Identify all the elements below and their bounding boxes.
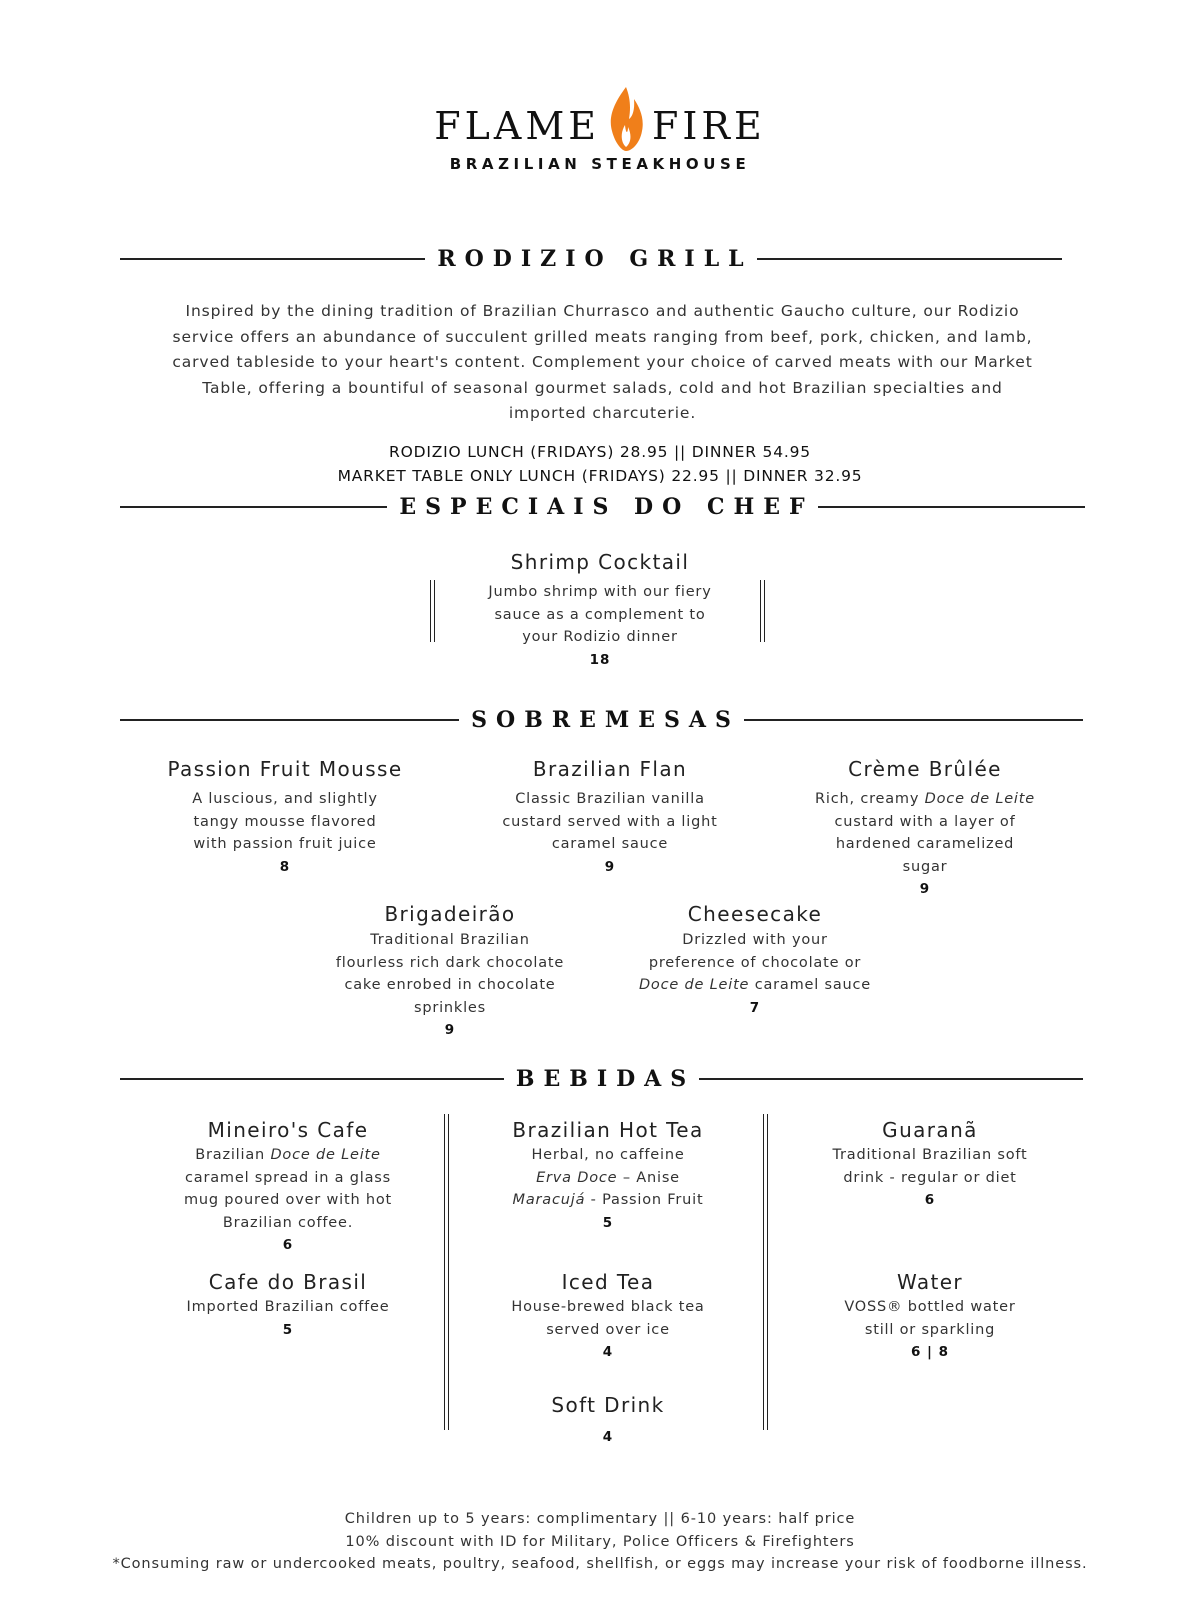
divider (430, 580, 435, 642)
desc-text: Brazilian (195, 1147, 271, 1163)
rodizio-intro (120, 299, 1085, 427)
desc-line: served over ice (546, 1321, 670, 1338)
desc-line: flourless rich dark chocolate (335, 954, 565, 971)
desc-line: Imported Brazilian coffee (186, 1299, 390, 1315)
desc-italic: Doce de Leite (270, 1147, 381, 1163)
menu-item-cafe-do-brasil (138, 1269, 438, 1341)
item-desc (780, 1296, 1080, 1341)
section-rule (699, 1078, 1083, 1080)
item-price: 5 (282, 1321, 294, 1338)
desc-line: caramel spread in a glass (185, 1169, 391, 1186)
brand-logo (0, 75, 1200, 173)
item-price: 5 (602, 1214, 614, 1231)
desc-line: custard served with a light (502, 813, 718, 830)
item-price: 9 (919, 881, 931, 897)
item-price: 6 (282, 1237, 294, 1253)
item-name: Brigadeirão (384, 902, 516, 926)
price-line: RODIZIO LUNCH (FRIDAYS) 28.95 || DINNER 54.95 (389, 443, 811, 461)
menu-item-iced-tea (458, 1269, 758, 1363)
item-name: Brazilian Flan (532, 757, 688, 781)
divider (760, 580, 765, 642)
desc-text: caramel sauce (749, 977, 872, 993)
item-name: Water (896, 1270, 964, 1294)
desc-line (458, 1189, 758, 1212)
item-price: 4 (602, 1344, 614, 1360)
section-rule (120, 506, 387, 508)
item-desc (300, 929, 600, 1019)
item-name: Crème Brûlée (848, 757, 1002, 781)
desc-line: preference of chocolate or (648, 954, 862, 971)
section-title: RODIZIO GRILL (437, 246, 753, 272)
intro-line: Inspired by the dining tradition of Brazilian Churrasco and authentic Gaucho culture, our Rodizio (185, 302, 1020, 320)
desc-line: Traditional Brazilian (370, 932, 530, 948)
item-desc (605, 929, 905, 997)
desc-line: VOSS® bottled water (844, 1299, 1016, 1315)
desc-line: sugar (902, 858, 948, 875)
item-price: 8 (279, 858, 291, 875)
desc-line: hardened caramelized (835, 836, 1015, 852)
brand-tagline: BRAZILIAN STEAKHOUSE (449, 155, 751, 173)
flame-icon (604, 85, 648, 155)
desc-italic: Maracujá (512, 1192, 586, 1208)
menu-item-soft-drink (458, 1392, 758, 1448)
item-price: 6 (924, 1192, 936, 1208)
desc-line: Herbal, no caffeine (531, 1147, 685, 1163)
menu-item-guarana (780, 1117, 1080, 1211)
item-desc (775, 788, 1075, 878)
item-desc (460, 788, 760, 856)
desc-italic: Doce de Leite (924, 791, 1035, 807)
intro-line: Table, offering a bountiful of seasonal gourmet salads, cold and hot Brazilian specialties and (202, 378, 1003, 397)
divider (444, 1114, 449, 1430)
desc-line: Classic Brazilian vanilla (515, 791, 705, 807)
item-price: 9 (444, 1022, 456, 1038)
section-header-sobremesas (120, 707, 1083, 733)
item-name: Guaranã (882, 1118, 978, 1142)
desc-line: A luscious, and slightly (192, 791, 378, 807)
item-desc (138, 1296, 438, 1319)
item-price: 9 (604, 858, 616, 875)
desc-line: caramel sauce (551, 836, 669, 852)
desc-italic: Erva Doce (536, 1169, 618, 1186)
item-price: 18 (589, 651, 611, 668)
section-title: BEBIDAS (515, 1066, 696, 1092)
section-rule (818, 506, 1085, 508)
menu-item-shrimp-cocktail (450, 549, 750, 671)
footer-line: 10% discount with ID for Military, Police Officers & Firefighters (345, 1533, 855, 1550)
desc-line: House-brewed black tea (511, 1299, 705, 1315)
item-name: Cheesecake (687, 902, 823, 926)
desc-line: custard with a layer of (834, 813, 1016, 830)
footer-line: Children up to 5 years: complimentary || 6-10 years: half price (344, 1511, 856, 1527)
item-desc (780, 1144, 1080, 1189)
item-name: Shrimp Cocktail (510, 550, 690, 574)
menu-item-creme-brulee (775, 756, 1075, 900)
rodizio-prices (0, 440, 1200, 488)
item-desc (450, 581, 750, 649)
desc-text: - Passion Fruit (585, 1192, 704, 1208)
section-rule (120, 258, 425, 260)
brand-name-left: FLAME (434, 104, 600, 148)
item-name: Mineiro's Cafe (207, 1118, 369, 1142)
desc-line: mug poured over with hot (183, 1192, 393, 1208)
desc-line (138, 1144, 438, 1167)
desc-line: cake enrobed in chocolate (344, 977, 556, 993)
footer-line: *Consuming raw or undercooked meats, poultry, seafood, shellfish, or eggs may increase your risk of foodborne illness. (112, 1556, 1088, 1572)
desc-line: Drizzled with your (682, 932, 828, 948)
item-name: Cafe do Brasil (208, 1270, 368, 1294)
desc-line: sauce as a complement to (494, 606, 706, 623)
item-price: 7 (749, 999, 761, 1016)
section-title: SOBREMESAS (471, 707, 740, 733)
desc-text: Rich, creamy (815, 791, 925, 807)
desc-line: Jumbo shrimp with our fiery (488, 584, 712, 600)
desc-text: – Anise (617, 1169, 680, 1186)
menu-item-brazilian-hot-tea (458, 1117, 758, 1234)
item-price: 4 (602, 1429, 614, 1445)
intro-line: imported charcuterie. (508, 404, 697, 422)
desc-line (605, 974, 905, 997)
menu-footer (0, 1508, 1200, 1576)
menu-item-water (780, 1269, 1080, 1363)
menu-item-brigadeirao (300, 901, 600, 1041)
section-header-bebidas (120, 1066, 1083, 1092)
section-rule (120, 1078, 504, 1080)
desc-italic: Doce de Leite (638, 977, 750, 993)
intro-line: service offers an abundance of succulent grilled meats ranging from beef, pork, chicken, and lamb, (172, 327, 1033, 346)
desc-line: tangy mousse flavored (193, 813, 377, 830)
price-line: MARKET TABLE ONLY LUNCH (FRIDAYS) 22.95 || DINNER 32.95 (337, 467, 863, 485)
section-rule (744, 719, 1083, 721)
item-name: Soft Drink (551, 1393, 665, 1417)
desc-line (458, 1167, 758, 1190)
desc-line: sprinkles (413, 999, 487, 1016)
desc-line: Traditional Brazilian soft (832, 1147, 1028, 1163)
item-name: Passion Fruit Mousse (167, 757, 403, 781)
item-price: 6 | 8 (910, 1344, 950, 1360)
brand-name-right: FIRE (651, 104, 766, 148)
section-rule (120, 719, 459, 721)
intro-line: carved tableside to your heart's content. Complement your choice of carved meats with our Market (172, 353, 1033, 371)
section-header-especiais (120, 494, 1085, 520)
item-name: Brazilian Hot Tea (512, 1118, 704, 1142)
item-desc (138, 1144, 438, 1234)
menu-item-passion-fruit-mousse (135, 756, 435, 878)
section-rule (757, 258, 1062, 260)
item-desc (458, 1296, 758, 1341)
item-desc (458, 1144, 758, 1212)
item-name: Iced Tea (561, 1270, 655, 1294)
section-title: ESPECIAIS DO CHEF (399, 494, 814, 520)
divider (763, 1114, 768, 1430)
item-desc (135, 788, 435, 856)
menu-item-brazilian-flan (460, 756, 760, 878)
desc-line: Brazilian coffee. (222, 1214, 354, 1231)
desc-line (775, 788, 1075, 811)
section-header-rodizio (120, 246, 1062, 272)
brand-wordmark (434, 75, 766, 148)
menu-item-cheesecake (605, 901, 905, 1019)
menu-item-mineiros-cafe (138, 1117, 438, 1256)
desc-line: your Rodizio dinner (522, 629, 678, 645)
desc-line: drink - regular or diet (843, 1169, 1017, 1186)
desc-line: with passion fruit juice (193, 836, 377, 852)
desc-line: still or sparkling (864, 1321, 996, 1338)
